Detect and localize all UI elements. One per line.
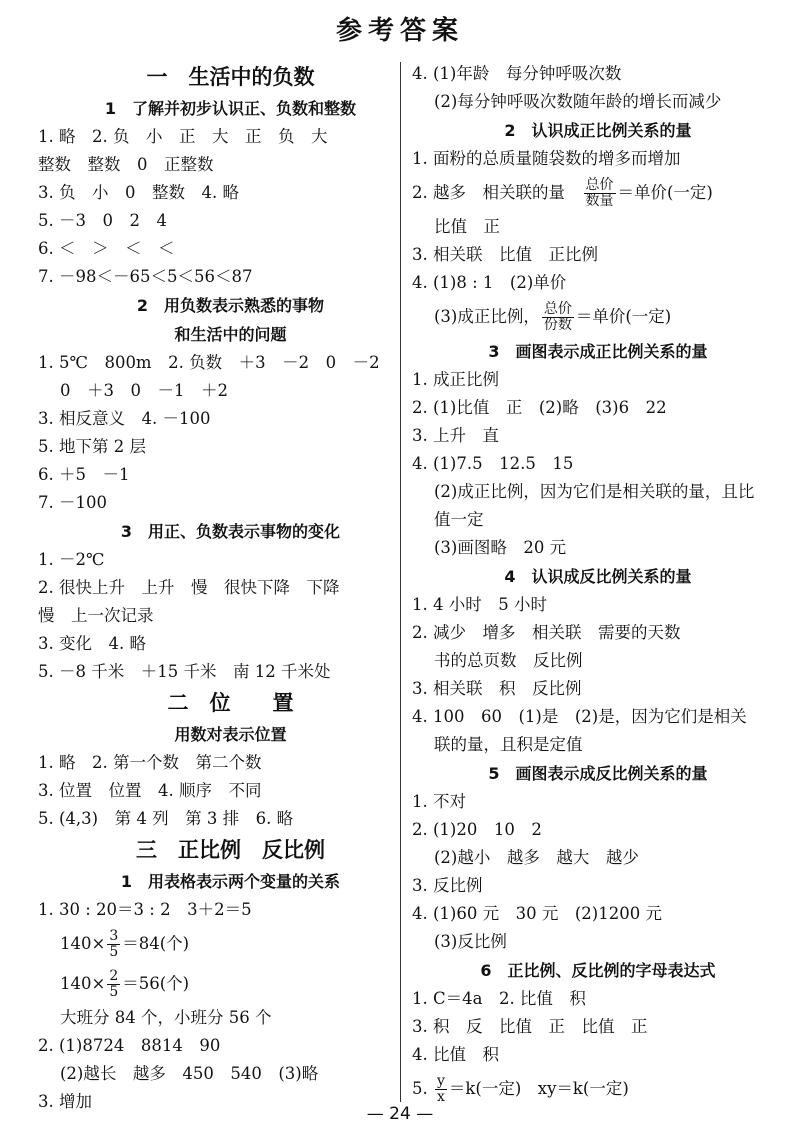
- answer-line: 1. －2℃: [38, 550, 105, 569]
- left-column: [38, 60, 423, 1116]
- answer-line: 书的总页数 反比例: [434, 651, 583, 670]
- answer-line: 1. 不对: [412, 792, 466, 811]
- page-number: — 24 —: [366, 1104, 434, 1124]
- fraction: [584, 178, 616, 209]
- answer-line: 0 ＋3 0 －1 ＋2: [60, 381, 228, 400]
- fraction: [107, 969, 120, 1000]
- fraction-line: [412, 297, 784, 337]
- answer-line: 4. (1)年龄 每分钟呼吸次数: [412, 64, 622, 83]
- answer-line: 4. 100 60 (1)是 (2)是，因为它们是相关: [412, 707, 747, 726]
- answer-line: 1. C＝4a 2. 比值 积: [412, 989, 586, 1008]
- answer-line: 4. (1)8 : 1 (2)单价: [412, 273, 567, 292]
- fraction: [435, 1074, 447, 1105]
- answer-line: 3. 负 小 0 整数 4. 略: [38, 183, 239, 202]
- right-column: [412, 60, 784, 1109]
- expr-prefix: 2. 越多 相关联的量: [412, 183, 582, 202]
- answer-line: 慢 上一次记录: [38, 606, 154, 625]
- answer-line: 6. ＋5 －1: [38, 465, 130, 484]
- section-title: 5 画图表示成反比例关系的量: [488, 764, 708, 783]
- fraction-numerator: 总价: [585, 177, 614, 193]
- answer-line: 3. 积 反 比值 正 比值 正: [412, 1017, 648, 1036]
- section-title: 用数对表示位置: [174, 725, 287, 744]
- answer-line: 1. 略 2. 第一个数 第二个数: [38, 753, 262, 772]
- answer-line: (2)越小 越多 越大 越少: [434, 848, 639, 867]
- section-title-cont: 和生活中的问题: [174, 325, 287, 344]
- answer-line: 3. 反比例: [412, 876, 483, 895]
- answer-line: (2)每分钟呼吸次数随年龄的增长而减少: [434, 92, 722, 111]
- answer-line: 1. 面粉的总质量随袋数的增多而增加: [412, 149, 681, 168]
- answer-line: 1. 4 小时 5 小时: [412, 595, 547, 614]
- fraction-line: [412, 1069, 784, 1109]
- answer-line: 联的量，且积是定值: [434, 735, 583, 754]
- page-title: 参考答案: [335, 16, 464, 46]
- fraction-line: [412, 173, 784, 213]
- answer-line: 5. 地下第 2 层: [38, 437, 146, 456]
- expr-suffix: ＝k(一定) xy＝k(一定): [448, 1079, 629, 1098]
- fraction-denominator: x: [437, 1089, 445, 1105]
- answer-line: (2)成正比例，因为它们是相关联的量，且比: [434, 482, 755, 501]
- answer-line: 3. 位置 位置 4. 顺序 不同: [38, 781, 262, 800]
- answer-line: 1. 30 : 20＝3 : 2 3＋2＝5: [38, 900, 252, 919]
- answer-line: 大班分 84 个，小班分 56 个: [60, 1008, 272, 1027]
- expr-prefix: 140×: [60, 934, 106, 953]
- fraction-line: [38, 964, 423, 1004]
- answer-line: 2. (1)比值 正 (2)略 (3)6 22: [412, 398, 667, 417]
- answer-line: 3. 相关联 积 反比例: [412, 679, 582, 698]
- answer-line: 值一定: [434, 510, 484, 529]
- answer-line: 3. 上升 直: [412, 426, 499, 445]
- answer-line: 3. 相反意义 4. －100: [38, 409, 211, 428]
- section-title: 6 正比例、反比例的字母表达式: [480, 961, 716, 980]
- section-title: 3 画图表示成正比例关系的量: [488, 342, 708, 361]
- section-title: 2 用负数表示熟悉的事物: [136, 296, 325, 315]
- answer-line: 4. (1)60 元 30 元 (2)1200 元: [412, 904, 662, 923]
- fraction-denominator: 5: [109, 944, 119, 960]
- fraction-numerator: 总价: [543, 301, 572, 317]
- answer-line: 比值 正: [434, 217, 500, 236]
- fraction-denominator: 数量: [585, 193, 614, 209]
- fraction-numerator: y: [437, 1073, 445, 1089]
- fraction-denominator: 5: [109, 984, 119, 1000]
- answer-line: 2. 很快上升 上升 慢 很快下降 下降: [38, 578, 340, 597]
- expr-suffix: ＝单价(一定): [617, 183, 713, 202]
- fraction-line: [38, 924, 423, 964]
- section-title: 1 用表格表示两个变量的关系: [120, 872, 341, 891]
- expr-suffix: ＝84(个): [122, 934, 190, 953]
- expr-prefix: (3)成正比例，: [434, 307, 540, 326]
- chapter-1-title: 一 生活中的负数: [146, 65, 315, 89]
- answer-line: 7. －100: [38, 493, 107, 512]
- answer-line: 1. 5℃ 800m 2. 负数 ＋3 －2 0 －2: [38, 353, 380, 372]
- answer-line: 5. －8 千米 ＋15 千米 南 12 千米处: [38, 662, 331, 681]
- answer-line: 3. 变化 4. 略: [38, 634, 146, 653]
- expr-suffix: ＝56(个): [122, 974, 190, 993]
- answer-line: 1. 略 2. 负 小 正 大 正 负 大: [38, 127, 328, 146]
- answer-line: 1. 成正比例: [412, 370, 499, 389]
- answer-line: 2. 减少 增多 相关联 需要的天数: [412, 623, 681, 642]
- answer-line: (3)画图略 20 元: [434, 538, 567, 557]
- answer-line: 5. (4,3) 第 4 列 第 3 排 6. 略: [38, 809, 294, 828]
- section-title: 2 认识成正比例关系的量: [504, 121, 692, 140]
- answer-line: 7. －98＜－65＜5＜56＜87: [38, 267, 253, 286]
- answer-line: 6. ＜ ＞ ＜ ＜: [38, 239, 175, 258]
- fraction-numerator: 3: [109, 928, 119, 944]
- answer-line: 4. (1)7.5 12.5 15: [412, 454, 574, 473]
- chapter-2-title: 二 位 置: [167, 691, 294, 715]
- fraction: [107, 929, 120, 960]
- answer-line: 2. (1)20 10 2: [412, 820, 542, 839]
- answer-line: 3. 相关联 比值 正比例: [412, 245, 598, 264]
- fraction-denominator: 份数: [543, 317, 572, 333]
- expr-prefix: 140×: [60, 974, 106, 993]
- fraction-numerator: 2: [109, 968, 119, 984]
- answer-line: (2)越长 越多 450 540 (3)略: [60, 1064, 319, 1083]
- section-title: 3 用正、负数表示事物的变化: [120, 522, 341, 541]
- fraction: [542, 302, 574, 333]
- answer-line: 3. 增加: [38, 1092, 92, 1111]
- expr-prefix: 5.: [412, 1079, 433, 1098]
- chapter-3-title: 三 正比例 反比例: [136, 838, 325, 862]
- answer-line: 整数 整数 0 正整数: [38, 155, 214, 174]
- section-title: 1 了解并初步认识正、负数和整数: [104, 99, 357, 118]
- answer-line: 5. －3 0 2 4: [38, 211, 167, 230]
- expr-suffix: ＝单价(一定): [575, 307, 672, 326]
- answer-line: 4. 比值 积: [412, 1045, 499, 1064]
- section-title: 4 认识成反比例关系的量: [504, 567, 692, 586]
- answer-line: (3)反比例: [434, 932, 507, 951]
- answer-line: 2. (1)8724 8814 90: [38, 1036, 221, 1055]
